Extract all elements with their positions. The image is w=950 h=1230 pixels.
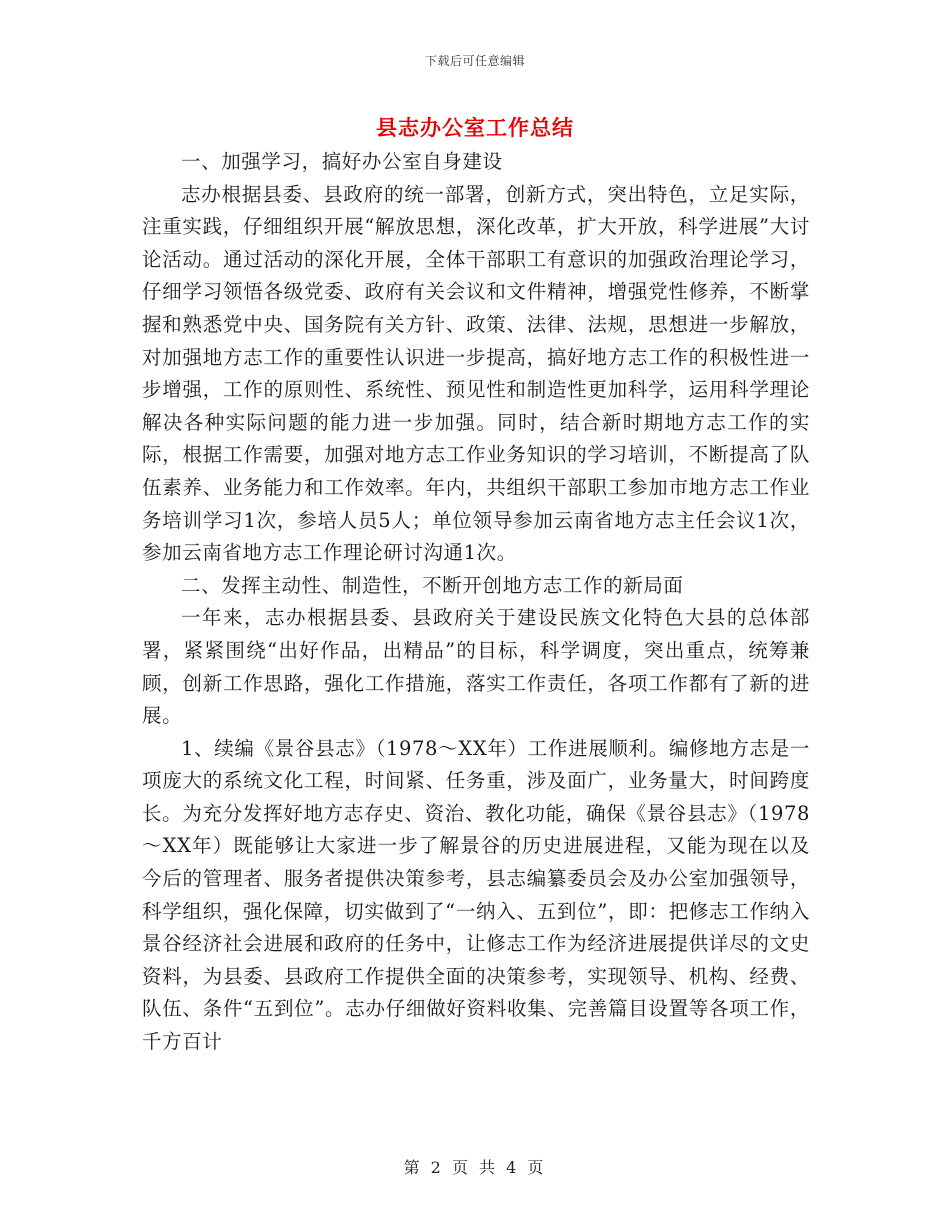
document-title: 县志办公室工作总结 [376, 115, 574, 140]
section-heading-1: 一、加强学习，搞好办公室自身建设 [181, 150, 503, 173]
document-body [142, 146, 810, 1059]
header-note: 下载后可任意编辑 [424, 54, 525, 68]
paragraph: 志办根据县委、县政府的统一部署，创新方式，突出特色，立足实际，注重实践，仔细组织开展“解放思想，深化改革，扩大开放，科学进展”大讨论活动。通过活动的深化开展，全体干部职工有意识的加强政治理论学习，仔细学习领悟各级党委、政府有关会议和文件精神，增强党性修养，不断掌握和熟悉党中央、国务院有关方针、政策、法律、法规，思想进一步解放，对加强地方志工作的重要性认识进一步提高，搞好地方志工作的积极性进一步增强，工作的原则性、系统性、预见性和制造性更加科学，运用科学理论解决各种实际问题的能力进一步加强。同时，结合新时期地方志工作的实际，根据工作需要，加强对地方志工作业务知识的学习培训，不断提高了队伍素养、业务能力和工作效率。年内，共组织干部职工参加市地方志工作业务培训学习1次，参培人员5人；单位领导参加云南省地方志主任会议1次，参加云南省地方志工作理论研讨沟通1次。 [142, 182, 810, 565]
paragraph: 1、续编《景谷县志》（1978～XX年）工作进展顺利。编修地方志是一项庞大的系统文化工程，时间紧、任务重，涉及面广，业务量大，时间跨度长。为充分发挥好地方志存史、资治、教化功能，确保《景谷县志》（1978～XX年）既能够让大家进一步了解景谷的历史进展进程，又能为现在以及今后的管理者、服务者提供决策参考，县志编纂委员会及办公室加强领导，科学组织，强化保障，切实做到了“一纳入、五到位”，即：把修志工作纳入景谷经济社会进展和政府的任务中，让修志工作为经济进展提供详尽的文史资料，为县委、县政府工作提供全面的决策参考，实现领导、机构、经费、队伍、条件“五到位”。志办仔细做好资料收集、完善篇目设置等各项工作，千方百计 [142, 736, 810, 1054]
paragraph: 一年来，志办根据县委、县政府关于建设民族文化特色大县的总体部署，紧紧围绕“出好作品，出精品”的目标，科学调度，突出重点，统筹兼顾，创新工作思路，强化工作措施，落实工作责任，各项工作都有了新的进展。 [142, 606, 810, 728]
page-footer: 第 2 页 共 4 页 [403, 1158, 547, 1177]
section-heading-2: 二、发挥主动性、制造性，不断开创地方志工作的新局面 [181, 573, 684, 597]
